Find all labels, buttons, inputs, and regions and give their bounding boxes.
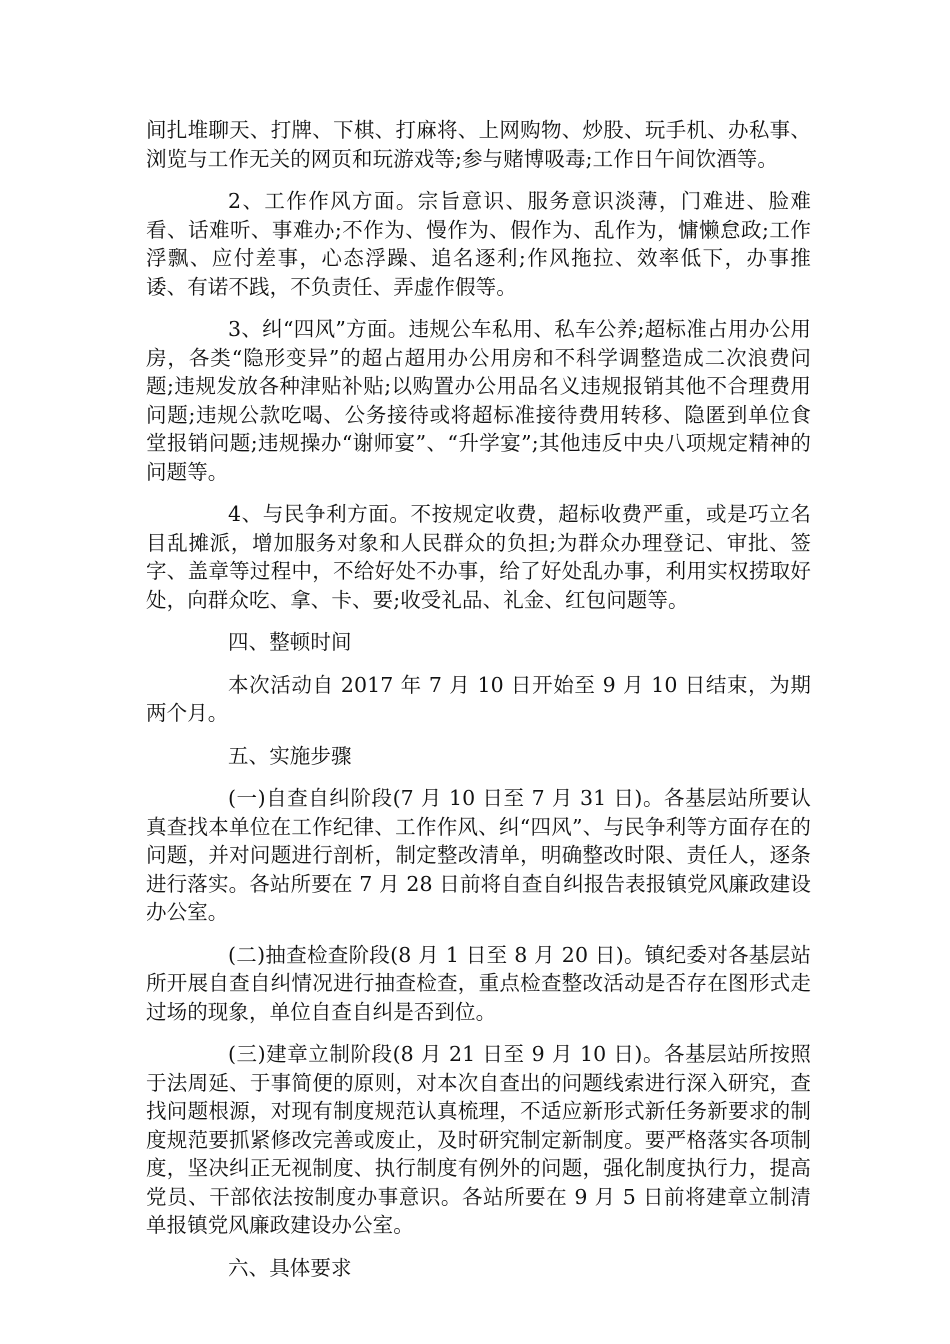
heading-rectification-time: 四、整顿时间 [228, 630, 352, 654]
heading-implementation-steps: 五、实施步骤 [228, 743, 352, 768]
paragraph-profit-competition: 4、与民争利方面。不按规定收费，超标收费严重，或是巧立名目乱摊派，增加服务对象和人民群众的负担;为群众办理登记、审批、签字、盖章等过程中，不给好处不办事，给了好处乱办事，利用实权捞取好处，向群众吃、拿、卡、要;收受礼品、礼金、红包问题等。 [146, 502, 811, 612]
paragraph-spot-check-stage: (二)抽查检查阶段(8 月 1 日至 8 月 20 日)。镇纪委对各基层站所开展自查自纠情况进行抽查检查，重点检查整改活动是否存在图形式走过场的现象，单位自查自纠是否到位。 [146, 942, 811, 1024]
paragraph-continuation: 间扎堆聊天、打牌、下棋、打麻将、上网购物、炒股、玩手机、办私事、浏览与工作无关的网页和玩游戏等;参与赌博吸毒;工作日午间饮酒等。 [146, 118, 811, 171]
paragraph-work-style: 2、工作作风方面。宗旨意识、服务意识淡薄，门难进、脸难看、话难听、事难办;不作为、慢作为、假作为、乱作为，慵懒怠政;工作浮飘、应付差事，心态浮躁、追名逐利;作风拖拉、效率低下，办事推诿、有诺不践，不负责任、弄虚作假等。 [146, 189, 811, 299]
paragraph-activity-period: 本次活动自 2017 年 7 月 10 日开始至 9 月 10 日结束，为期两个月。 [146, 672, 811, 725]
document-body [146, 116, 811, 1296]
paragraph-self-check-stage: (一)自查自纠阶段(7 月 10 日至 7 月 31 日)。各基层站所要认真查找本单位在工作纪律、工作作风、纠“四风”、与民争利等方面存在的问题，并对问题进行剖析，制定整改清单，明确整改时限、责任人，逐条进行落实。各站所要在 7 月 28 日前将自查自纠报告表报镇党风廉政建设办公室。 [146, 786, 811, 924]
paragraph-four-winds: 3、纠“四风”方面。违规公车私用、私车公养;超标准占用办公用房，各类“隐形变异”的超占超用办公用房和不科学调整造成二次浪费问题;违规发放各种津贴补贴;以购置办公用品名义违规报销其他不合理费用问题;违规公款吃喝、公务接待或将超标准接待费用转移、隐匿到单位食堂报销问题;违规操办“谢师宴”、“升学宴”;其他违反中央八项规定精神的问题等。 [146, 317, 811, 484]
paragraph-rules-stage: (三)建章立制阶段(8 月 21 日至 9 月 10 日)。各基层站所按照于法周延、于事简便的原则，对本次自查出的问题线索进行深入研究，查找问题根源，对现有制度规范认真梳理，不适应新形式新任务新要求的制度规范要抓紧修改完善或废止，及时研究制定新制度。要严格落实各项制度，坚决纠正无视制度、执行制度有例外的问题，强化制度执行力，提高党员、干部依法按制度办事意识。各站所要在 9 月 5 日前将建章立制清单报镇党风廉政建设办公室。 [146, 1042, 811, 1237]
heading-specific-requirements: 六、具体要求 [228, 1255, 352, 1280]
